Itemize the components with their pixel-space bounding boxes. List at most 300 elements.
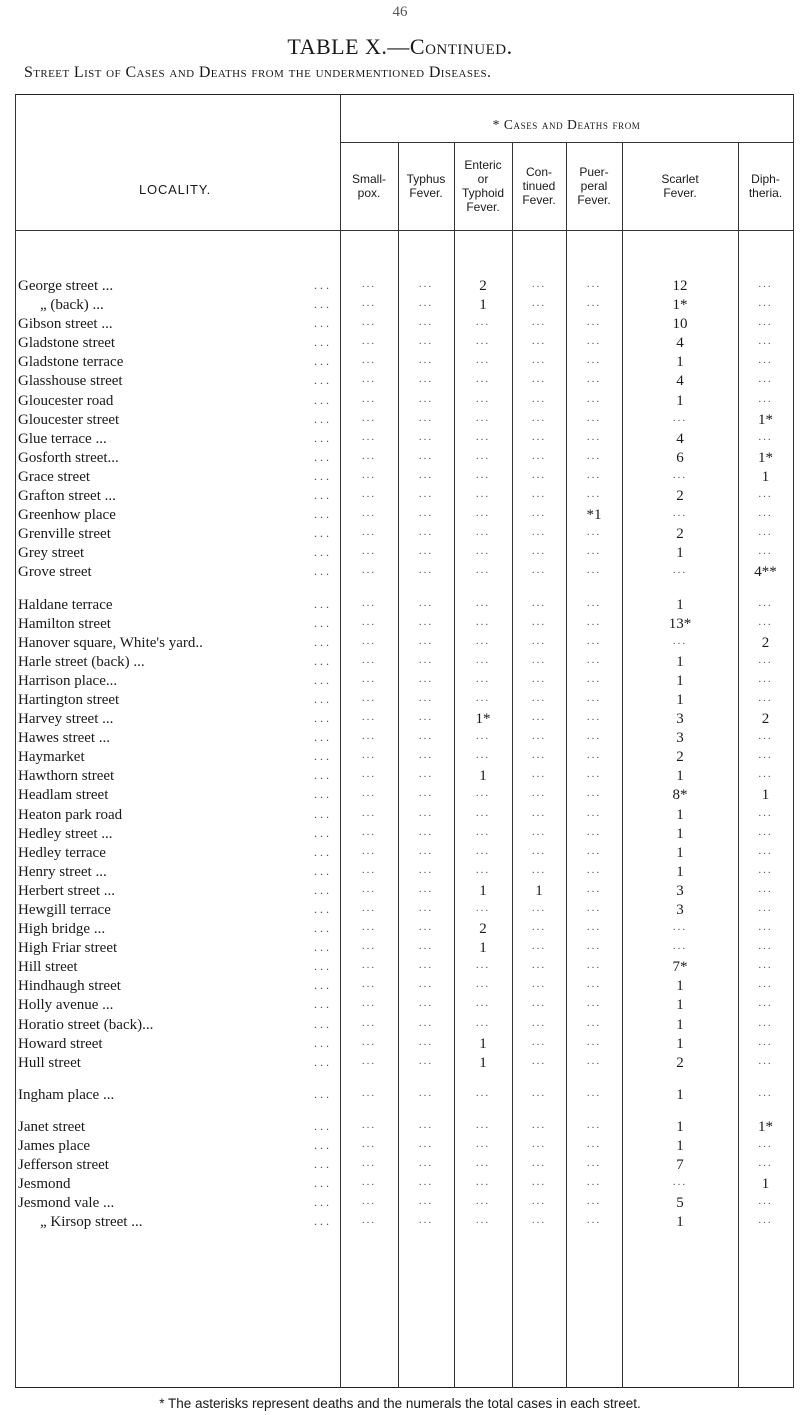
empty-cell: ... [531, 730, 547, 743]
locality-name: Grove street [18, 564, 92, 581]
locality-cell [18, 431, 338, 448]
locality-cell [18, 597, 338, 614]
value-cell-scarlet: 8* [672, 787, 688, 804]
empty-cell: ... [361, 691, 377, 704]
empty-cell: ... [758, 316, 773, 329]
value-cell-scarlet: 4 [676, 335, 684, 352]
locality-name: Gloucester street [18, 411, 120, 428]
empty-cell: ... [531, 711, 547, 724]
empty-cell: ... [418, 1138, 434, 1151]
empty-cell: ... [475, 316, 491, 329]
empty-cell: ... [586, 392, 602, 405]
value-cell-enteric: 1 [479, 297, 487, 314]
locality-cell [18, 616, 338, 633]
empty-cell: ... [758, 882, 773, 895]
empty-cell: ... [361, 1054, 377, 1067]
empty-cell: ... [475, 373, 491, 386]
locality-cell [18, 673, 338, 690]
header-rule [15, 230, 793, 231]
empty-cell: ... [672, 940, 688, 953]
empty-cell: ... [586, 940, 602, 953]
empty-cell: ... [758, 1157, 773, 1170]
locality-name: Hill street [18, 959, 78, 976]
value-cell-scarlet: 1 [676, 392, 684, 409]
value-cell-enteric: 1* [475, 711, 491, 728]
locality-cell [18, 488, 338, 505]
empty-cell: ... [586, 545, 602, 558]
empty-cell: ... [361, 863, 377, 876]
leader-dots: ... [314, 449, 332, 464]
empty-cell: ... [758, 1138, 773, 1151]
table-row [0, 1017, 800, 1036]
empty-cell: ... [586, 564, 602, 577]
empty-cell: ... [475, 354, 491, 367]
table-row [0, 807, 800, 826]
table-title: TABLE X.—Continued. [287, 34, 513, 59]
empty-cell: ... [531, 902, 547, 914]
empty-cell: ... [531, 411, 547, 424]
locality-name: Gladstone terrace [18, 354, 124, 371]
empty-cell: ... [531, 1195, 547, 1208]
value-cell-diphtheria: 1* [758, 449, 773, 466]
empty-cell: ... [418, 653, 434, 666]
empty-cell: ... [758, 297, 773, 310]
empty-cell: ... [672, 634, 688, 647]
empty-cell: ... [586, 863, 602, 876]
empty-cell: ... [361, 1157, 377, 1170]
table-row [0, 768, 800, 787]
empty-cell: ... [758, 672, 773, 685]
empty-cell: ... [531, 278, 547, 290]
empty-cell: ... [361, 297, 377, 310]
locality-cell [18, 921, 338, 938]
empty-cell: ... [672, 411, 688, 424]
locality-cell [18, 749, 338, 766]
locality-cell [18, 997, 338, 1014]
empty-cell: ... [361, 430, 377, 443]
empty-cell: ... [418, 882, 434, 895]
empty-cell: ... [758, 978, 773, 991]
table-body [0, 278, 800, 1234]
value-cell-diphtheria: 2 [761, 711, 770, 728]
empty-cell: ... [475, 596, 491, 609]
leader-dots: ... [314, 653, 332, 668]
table-row [0, 1055, 800, 1074]
value-cell-scarlet: 1 [676, 653, 684, 670]
value-cell-scarlet: 1 [676, 1138, 684, 1155]
leader-dots: ... [314, 545, 332, 560]
column-header-enteric: Enteric or Typhoid Fever. [461, 158, 505, 214]
empty-cell: ... [586, 615, 602, 628]
empty-cell: ... [531, 392, 547, 405]
empty-cell: ... [758, 596, 773, 609]
value-cell-scarlet: 1 [676, 825, 684, 842]
empty-cell: ... [475, 997, 491, 1010]
locality-cell [18, 507, 338, 524]
column-header-smallpox: Small- pox. [351, 172, 386, 200]
empty-cell: ... [586, 634, 602, 647]
empty-cell: ... [586, 997, 602, 1010]
empty-cell: ... [758, 1214, 773, 1227]
empty-cell: ... [531, 564, 547, 577]
empty-cell: ... [475, 430, 491, 443]
value-cell-scarlet: 1 [676, 978, 684, 995]
empty-cell: ... [361, 1138, 377, 1151]
empty-cell: ... [531, 672, 547, 685]
empty-cell: ... [586, 316, 602, 329]
empty-cell: ... [531, 468, 547, 481]
locality-name: Harvey street ... [18, 711, 114, 728]
value-cell-scarlet: 1 [676, 1016, 684, 1033]
empty-cell: ... [531, 430, 547, 443]
table-row [0, 450, 800, 469]
leader-dots: ... [314, 526, 332, 541]
locality-cell [18, 564, 338, 581]
empty-cell: ... [418, 749, 434, 762]
locality-name: High bridge ... [18, 921, 106, 938]
empty-cell: ... [475, 825, 491, 838]
empty-cell: ... [531, 978, 547, 991]
value-cell-scarlet: 4 [676, 430, 684, 447]
empty-cell: ... [672, 468, 688, 481]
empty-cell: ... [586, 526, 602, 539]
table-row [0, 545, 800, 564]
locality-cell [18, 278, 338, 295]
locality-name: Hindhaugh street [18, 978, 121, 995]
empty-cell: ... [475, 1118, 491, 1131]
leader-dots: ... [314, 882, 332, 897]
empty-cell: ... [586, 449, 602, 462]
empty-cell: ... [586, 902, 602, 914]
locality-name: Henry street ... [18, 863, 107, 880]
table-row [0, 921, 800, 940]
empty-cell: ... [418, 507, 434, 520]
empty-cell: ... [758, 392, 773, 405]
empty-cell: ... [418, 730, 434, 743]
empty-cell: ... [758, 545, 773, 558]
empty-cell: ... [758, 921, 773, 934]
empty-cell: ... [361, 488, 377, 501]
empty-cell: ... [531, 806, 547, 819]
table-row [0, 1138, 800, 1157]
locality-name: James place [18, 1138, 91, 1155]
empty-cell: ... [586, 1035, 602, 1048]
empty-cell: ... [418, 564, 434, 577]
value-cell-scarlet: 1 [676, 545, 684, 562]
leader-dots: ... [314, 1118, 332, 1133]
value-cell-scarlet: 2 [676, 1054, 684, 1071]
leader-dots: ... [314, 335, 332, 350]
leader-dots: ... [314, 691, 332, 706]
empty-cell: ... [586, 1138, 602, 1151]
empty-cell: ... [586, 653, 602, 666]
empty-cell: ... [361, 411, 377, 424]
value-cell-scarlet: 10 [672, 316, 688, 333]
empty-cell: ... [586, 978, 602, 991]
value-cell-scarlet: 1 [676, 844, 684, 861]
column-header-scarlet: Scarlet Fever. [661, 172, 699, 200]
empty-cell: ... [531, 449, 547, 462]
empty-cell: ... [418, 316, 434, 329]
empty-cell: ... [531, 768, 547, 781]
value-cell-diphtheria: 1* [758, 1118, 773, 1135]
leader-dots: ... [314, 921, 332, 936]
locality-name: „ (back) ... [18, 297, 106, 313]
locality-cell [18, 1176, 338, 1193]
table-row [0, 335, 800, 354]
empty-cell: ... [758, 844, 773, 857]
table-row [0, 354, 800, 373]
empty-cell: ... [586, 921, 602, 934]
empty-cell: ... [418, 672, 434, 685]
value-cell-scarlet: 3 [676, 902, 684, 918]
table-row [0, 507, 800, 526]
empty-cell: ... [586, 806, 602, 819]
empty-cell: ... [475, 1086, 491, 1099]
locality-cell [18, 469, 338, 486]
locality-name: Hawes street ... [18, 730, 111, 747]
table-row [0, 940, 800, 959]
value-cell-puerperal: *1 [586, 507, 602, 524]
value-cell-scarlet: 1 [676, 997, 684, 1014]
empty-cell: ... [475, 844, 491, 857]
empty-cell: ... [531, 297, 547, 310]
empty-cell: ... [475, 806, 491, 819]
empty-cell: ... [361, 653, 377, 666]
value-cell-enteric: 1 [479, 1054, 487, 1071]
empty-cell: ... [586, 1086, 602, 1099]
table-row [0, 635, 800, 654]
column-header-puerperal: Puer- peral Fever. [577, 165, 611, 207]
empty-cell: ... [758, 730, 773, 743]
table-row [0, 316, 800, 335]
leader-dots: ... [314, 863, 332, 878]
empty-cell: ... [361, 882, 377, 895]
empty-cell: ... [531, 507, 547, 520]
value-cell-scarlet: 2 [676, 526, 684, 543]
empty-cell: ... [586, 297, 602, 310]
leader-dots: ... [314, 1157, 332, 1172]
empty-cell: ... [418, 615, 434, 628]
empty-cell: ... [361, 615, 377, 628]
leader-dots: ... [314, 564, 332, 579]
empty-cell: ... [418, 787, 434, 800]
empty-cell: ... [361, 1016, 377, 1029]
empty-cell: ... [475, 1176, 491, 1189]
value-cell-diphtheria: 1 [761, 787, 770, 804]
locality-header: LOCALITY. [139, 182, 211, 197]
value-cell-scarlet: 1 [676, 1035, 684, 1052]
empty-cell: ... [758, 653, 773, 666]
locality-cell [18, 1214, 338, 1231]
empty-cell: ... [418, 1054, 434, 1067]
empty-cell: ... [475, 978, 491, 991]
table-row [0, 1195, 800, 1214]
leader-dots: ... [314, 615, 332, 630]
empty-cell: ... [475, 488, 491, 501]
empty-cell: ... [531, 959, 547, 972]
empty-cell: ... [475, 787, 491, 800]
locality-cell [18, 354, 338, 371]
empty-cell: ... [418, 825, 434, 838]
empty-cell: ... [418, 768, 434, 781]
table-row [0, 787, 800, 806]
value-cell-scarlet: 1 [676, 596, 684, 613]
locality-cell [18, 940, 338, 957]
empty-cell: ... [418, 373, 434, 386]
locality-cell [18, 711, 338, 728]
table-row [0, 864, 800, 883]
empty-cell: ... [475, 1214, 491, 1227]
empty-cell: ... [586, 468, 602, 481]
empty-cell: ... [418, 711, 434, 724]
empty-cell: ... [531, 787, 547, 800]
value-cell-enteric: 2 [479, 921, 487, 938]
empty-cell: ... [586, 691, 602, 704]
empty-cell: ... [361, 844, 377, 857]
value-cell-scarlet: 3 [676, 882, 684, 899]
empty-cell: ... [586, 749, 602, 762]
empty-cell: ... [361, 787, 377, 800]
locality-cell [18, 864, 338, 881]
value-cell-scarlet: 7* [672, 959, 688, 976]
empty-cell: ... [758, 768, 773, 781]
value-cell-scarlet: 5 [676, 1195, 684, 1212]
empty-cell: ... [586, 768, 602, 781]
empty-cell: ... [361, 959, 377, 972]
table-row [0, 616, 800, 635]
empty-cell: ... [531, 1157, 547, 1170]
empty-cell: ... [361, 1176, 377, 1189]
leader-dots: ... [314, 297, 332, 312]
leader-dots: ... [314, 488, 332, 503]
leader-dots: ... [314, 959, 332, 974]
group-header: * Cases and Deaths from [492, 117, 641, 132]
empty-cell: ... [475, 863, 491, 876]
empty-cell: ... [361, 545, 377, 558]
empty-cell: ... [531, 940, 547, 953]
locality-cell [18, 373, 338, 390]
locality-name: Hewgill terrace [18, 902, 111, 918]
value-cell-scarlet: 13* [668, 615, 692, 632]
leader-dots: ... [314, 468, 332, 483]
locality-name: Gosforth street... [18, 449, 119, 466]
empty-cell: ... [475, 545, 491, 558]
leader-dots: ... [314, 316, 332, 331]
empty-cell: ... [586, 278, 602, 290]
locality-name: Hamilton street [18, 615, 111, 632]
value-cell-scarlet: 1 [676, 768, 684, 785]
value-cell-scarlet: 1 [676, 863, 684, 880]
empty-cell: ... [475, 1157, 491, 1170]
table-row [0, 997, 800, 1016]
locality-cell [18, 412, 338, 429]
empty-cell: ... [418, 902, 434, 914]
empty-cell: ... [531, 545, 547, 558]
empty-cell: ... [418, 978, 434, 991]
locality-name: Jesmond [18, 1176, 71, 1193]
value-cell-enteric: 2 [479, 278, 487, 294]
empty-cell: ... [531, 335, 547, 348]
leader-dots: ... [314, 768, 332, 783]
empty-cell: ... [758, 940, 773, 953]
header-rule [340, 142, 793, 143]
value-cell-scarlet: 12 [672, 278, 688, 294]
empty-cell: ... [531, 921, 547, 934]
empty-cell: ... [418, 596, 434, 609]
empty-cell: ... [418, 863, 434, 876]
leader-dots: ... [314, 373, 332, 388]
leader-dots: ... [314, 392, 332, 407]
value-cell-diphtheria: 1* [758, 411, 773, 428]
value-cell-enteric: 1 [479, 768, 487, 785]
empty-cell: ... [418, 1086, 434, 1099]
locality-name: Hull street [18, 1054, 81, 1071]
locality-name: Grafton street ... [18, 488, 116, 505]
value-cell-continued: 1 [535, 882, 543, 899]
locality-name: Haymarket [18, 749, 85, 766]
table-row [0, 673, 800, 692]
table-row [0, 297, 800, 316]
empty-cell: ... [758, 507, 773, 520]
leader-dots: ... [314, 1035, 332, 1050]
locality-name: Gibson street ... [18, 316, 113, 333]
table-row [0, 845, 800, 864]
locality-name: Ingham place ... [18, 1086, 115, 1103]
value-cell-scarlet: 3 [676, 711, 684, 728]
locality-name: Grey street [18, 545, 85, 562]
locality-cell [18, 978, 338, 995]
leader-dots: ... [314, 806, 332, 821]
empty-cell: ... [758, 354, 773, 367]
table-row [0, 959, 800, 978]
locality-cell [18, 1017, 338, 1034]
empty-cell: ... [672, 507, 688, 520]
empty-cell: ... [531, 488, 547, 501]
empty-cell: ... [361, 634, 377, 647]
empty-cell: ... [586, 596, 602, 609]
table-row [0, 431, 800, 450]
value-cell-scarlet: 3 [676, 730, 684, 747]
empty-cell: ... [418, 392, 434, 405]
leader-dots: ... [314, 711, 332, 726]
empty-cell: ... [586, 882, 602, 895]
locality-name: High Friar street [18, 940, 118, 957]
empty-cell: ... [418, 545, 434, 558]
empty-cell: ... [361, 806, 377, 819]
locality-cell [18, 845, 338, 862]
empty-cell: ... [361, 278, 377, 290]
table-row [0, 978, 800, 997]
empty-cell: ... [475, 411, 491, 424]
empty-cell: ... [361, 749, 377, 762]
empty-cell: ... [361, 902, 377, 914]
empty-cell: ... [758, 902, 773, 914]
empty-cell: ... [361, 1214, 377, 1227]
page-number: 46 [392, 4, 408, 20]
empty-cell: ... [418, 940, 434, 953]
leader-dots: ... [314, 634, 332, 649]
table-row [0, 373, 800, 392]
value-cell-scarlet: 2 [676, 488, 684, 505]
table-row [0, 711, 800, 730]
empty-cell: ... [758, 825, 773, 838]
table-row [0, 730, 800, 749]
empty-cell: ... [418, 844, 434, 857]
empty-cell: ... [475, 449, 491, 462]
empty-cell: ... [586, 787, 602, 800]
locality-cell [18, 807, 338, 824]
